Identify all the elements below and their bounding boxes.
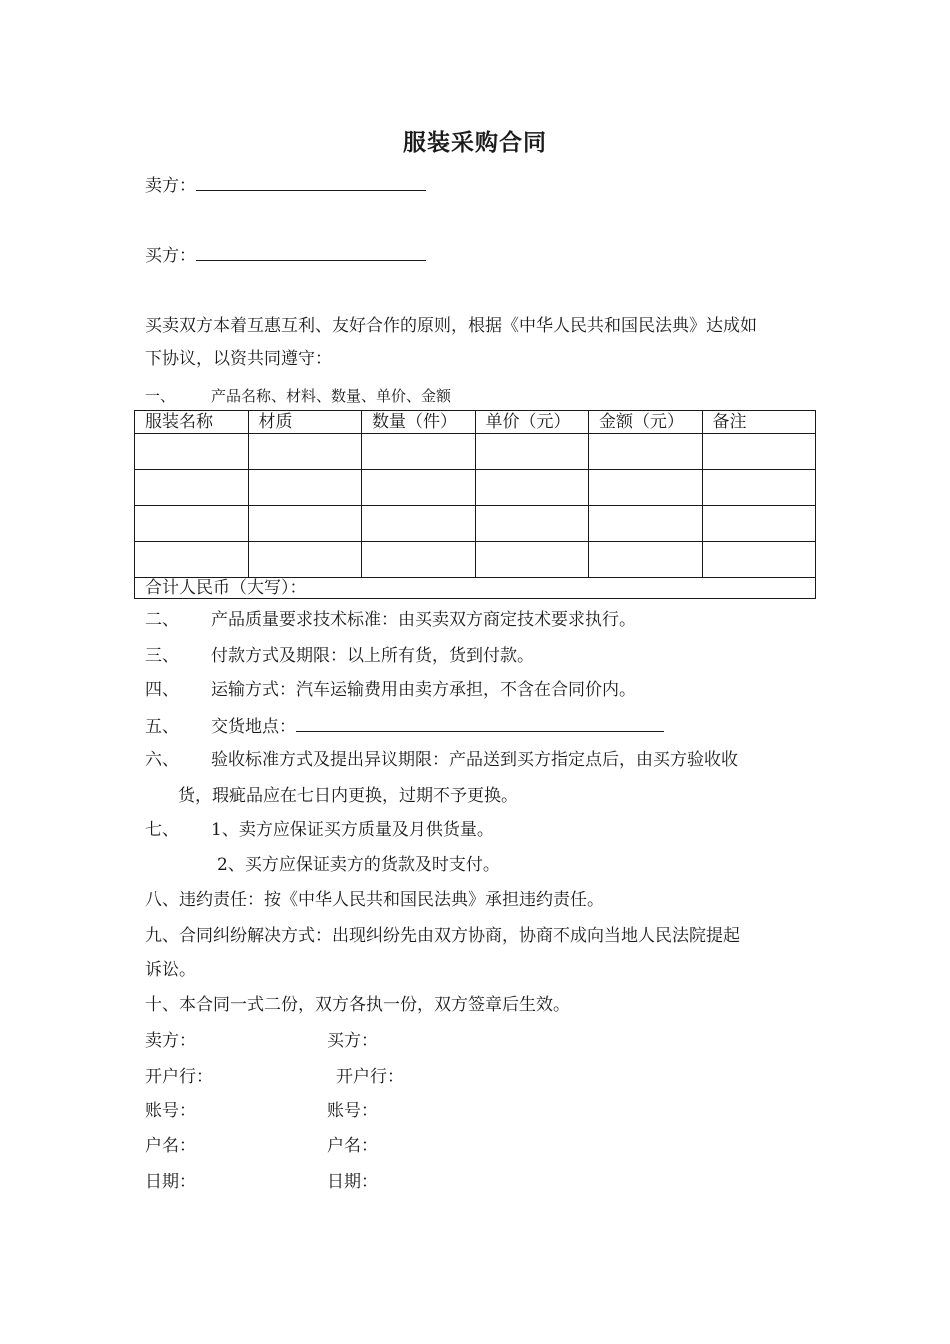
sig-seller-account-name: 户名： — [145, 1136, 196, 1156]
total-row — [135, 578, 816, 599]
clause-5-num: 五、 — [145, 717, 179, 737]
clause-5-text: 交货地点： — [211, 717, 296, 737]
clause-4-num: 四、 — [145, 680, 179, 700]
clause-9: 九、合同纠纷解决方式：出现纠纷先由双方协商，协商不成向当地人民法院提起 — [145, 926, 740, 946]
sig-buyer-date: 日期： — [327, 1172, 378, 1192]
clause-4 — [145, 678, 636, 702]
sig-buyer-account: 账号： — [327, 1101, 378, 1121]
section1-heading — [145, 384, 451, 408]
table-cell[interactable] — [702, 470, 816, 506]
table-cell[interactable] — [362, 542, 476, 578]
header-cell: 金额（元） — [589, 411, 703, 434]
document-title: 服装采购合同 — [403, 130, 547, 156]
table-cell[interactable] — [248, 506, 362, 542]
clause-3 — [145, 644, 534, 668]
table-header-row — [135, 411, 816, 434]
table-cell[interactable] — [475, 506, 589, 542]
table-cell[interactable] — [248, 470, 362, 506]
sig-seller-date: 日期： — [145, 1172, 196, 1192]
clause-6 — [145, 748, 738, 772]
clause-2-text: 产品质量要求技术标准：由买卖双方商定技术要求执行。 — [211, 610, 636, 630]
clause-7-num: 七、 — [145, 820, 179, 840]
table-cell[interactable] — [702, 506, 816, 542]
clause-3-text: 付款方式及期限：以上所有货，货到付款。 — [211, 646, 534, 666]
table-cell[interactable] — [702, 542, 816, 578]
clause-10: 十、本合同一式二份，双方各执一份，双方签章后生效。 — [145, 995, 570, 1015]
table-row — [135, 506, 816, 542]
header-cell: 单价（元） — [475, 411, 589, 434]
total-amount-cell[interactable]: 合计人民币（大写）： — [135, 578, 816, 599]
section1-text: 产品名称、材料、数量、单价、金额 — [211, 387, 452, 405]
table-cell[interactable] — [362, 470, 476, 506]
header-cell: 数量（件） — [362, 411, 476, 434]
sig-seller-bank: 开户行： — [145, 1067, 213, 1087]
table-row — [135, 542, 816, 578]
table-cell[interactable] — [135, 542, 249, 578]
header-cell: 材质 — [248, 411, 362, 434]
delivery-location-blank[interactable] — [296, 713, 664, 732]
clause-2-num: 二、 — [145, 610, 179, 630]
table-cell[interactable] — [135, 470, 249, 506]
table-cell[interactable] — [589, 506, 703, 542]
clause-8: 八、违约责任：按《中华人民共和国民法典》承担违约责任。 — [145, 890, 604, 910]
table-row — [135, 470, 816, 506]
table-cell[interactable] — [135, 506, 249, 542]
table-cell[interactable] — [589, 542, 703, 578]
clause-5 — [145, 713, 664, 739]
sig-buyer-bank: 开户行： — [336, 1067, 404, 1087]
table-cell[interactable] — [248, 542, 362, 578]
clause-7-text: 1、卖方应保证买方质量及月供货量。 — [211, 820, 494, 840]
clause-3-num: 三、 — [145, 646, 179, 666]
header-cell: 服装名称 — [135, 411, 249, 434]
table-cell[interactable] — [475, 542, 589, 578]
buyer-line — [145, 242, 426, 268]
sig-seller-account: 账号： — [145, 1101, 196, 1121]
buyer-label: 买方： — [145, 246, 196, 266]
clause-6-num: 六、 — [145, 750, 179, 770]
intro-line-2: 下协议，以资共同遵守： — [145, 349, 332, 369]
table-cell[interactable] — [248, 434, 362, 470]
table-cell[interactable] — [702, 434, 816, 470]
seller-line — [145, 172, 426, 198]
clause-4-text: 运输方式：汽车运输费用由卖方承担，不含在合同价内。 — [211, 680, 636, 700]
table-cell[interactable] — [589, 434, 703, 470]
clause-6-text: 验收标准方式及提出异议期限：产品送到买方指定点后，由买方验收收 — [211, 750, 738, 770]
header-cell: 备注 — [702, 411, 816, 434]
clause-7 — [145, 818, 494, 842]
table-cell[interactable] — [362, 434, 476, 470]
table-cell[interactable] — [475, 434, 589, 470]
intro-line-1: 买卖双方本着互惠互利、友好合作的原则，根据《中华人民共和国民法典》达成如 — [145, 316, 757, 336]
clause-6-continuation: 货，瑕疵品应在七日内更换，过期不予更换。 — [178, 786, 518, 806]
goods-table — [134, 410, 816, 599]
section1-num: 一、 — [145, 387, 176, 405]
seller-label: 卖方： — [145, 176, 196, 196]
seller-blank[interactable] — [196, 172, 426, 191]
table-cell[interactable] — [475, 470, 589, 506]
clause-9-continuation: 诉讼。 — [145, 960, 196, 980]
clause-7-continuation: 2、买方应保证卖方的货款及时支付。 — [217, 855, 500, 875]
buyer-blank[interactable] — [196, 242, 426, 261]
sig-seller-label: 卖方： — [145, 1031, 196, 1051]
clause-2 — [145, 608, 636, 632]
sig-buyer-account-name: 户名： — [327, 1136, 378, 1156]
sig-buyer-label: 买方： — [327, 1031, 378, 1051]
table-cell[interactable] — [135, 434, 249, 470]
table-cell[interactable] — [589, 470, 703, 506]
table-cell[interactable] — [362, 506, 476, 542]
table-row — [135, 434, 816, 470]
